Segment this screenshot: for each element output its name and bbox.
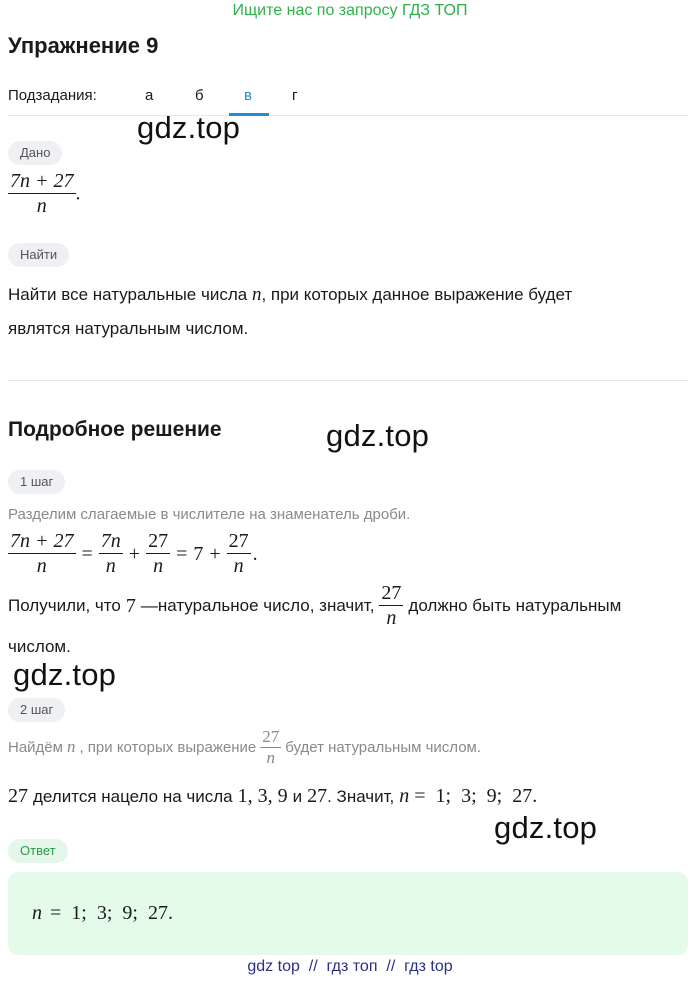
step2-text-2: . Значит, [327,787,395,806]
step2-hint-after: будет натуральным числом. [285,738,482,756]
step2-fraction-den: n [266,747,275,767]
subtasks-label: Подзадания: [8,87,97,104]
eq-fraction-4-den: n [233,555,244,577]
tab-a[interactable]: а [145,87,154,104]
given-denominator: n [36,195,47,217]
watermark: gdz.top [326,418,430,453]
solution-heading: Подробное решение [8,418,222,441]
top-banner[interactable]: Ищите нас по запросу ГДЗ ТОП [232,2,468,19]
answer-badge: Ответ [8,839,68,863]
watermark: gdz.top [137,110,241,145]
eq-equals-1: = [81,542,93,565]
eq-fraction-3-den: n [153,555,164,577]
answer-box [8,872,688,955]
step2-line [8,785,537,808]
step2-hint [8,727,481,768]
step2-number-27b: 27 [307,785,328,807]
tab-g[interactable]: г [292,87,298,104]
eq-fraction-3-num: 27 [148,530,169,552]
watermark: gdz.top [494,810,598,845]
answer-value [32,902,173,925]
given-numerator: 7n + 27 [10,170,74,192]
step2-hint-var: n [66,737,76,757]
step2-var: n [399,785,410,807]
find-text-line2: являтся натуральным числом. [8,319,249,338]
concl-text-mid: —натуральное число, значит, [140,596,375,615]
concl-text-after: должно быть натуральным [408,596,622,615]
eq-fraction-2-num: 7n [100,530,121,552]
step2-number-27: 27 [8,785,28,807]
concl-fraction-den: n [386,607,397,629]
step1-equation [8,530,258,578]
find-badge: Найти [8,243,69,267]
given-period: . [75,182,81,205]
concl-number: 7 [125,594,136,617]
answer-result: = 1; 3; 9; 27. [50,902,173,924]
step2-hint-mid: , при которых выражение [79,738,257,756]
eq-seven: 7 [193,542,204,565]
eq-fraction-1-num: 7n + 27 [10,530,74,552]
step2-badge: 2 шаг [8,698,65,722]
tab-v[interactable]: в [244,87,252,104]
step1-badge: 1 шаг [8,470,65,494]
find-var: n [251,284,262,305]
section-divider [8,380,688,381]
page-title: Упражнение 9 [8,33,159,58]
eq-plus-1: + [128,542,141,565]
given-expression [8,170,81,218]
eq-fraction-1-den: n [36,555,47,577]
eq-fraction-4-num: 27 [228,530,249,552]
eq-fraction-2-den: n [105,555,116,577]
step2-result: = 1; 3; 9; 27. [414,785,538,807]
answer-var: n [32,902,42,924]
concl-fraction-num: 27 [381,582,402,604]
watermark: gdz.top [13,657,117,692]
find-text-before: Найти все натуральные числа [8,285,248,304]
step2-fraction-num: 27 [262,727,280,746]
eq-period: . [252,542,258,565]
step2-hint-before: Найдём [8,738,63,756]
step1-conclusion [8,582,621,630]
step1-hint: Разделим слагаемые в числителе на знаменатель дроби. [8,506,411,523]
footer-links[interactable]: gdz top // гдз топ // гдз top [247,958,453,975]
given-badge: Дано [8,141,62,165]
tab-b[interactable]: б [195,87,204,104]
step1-conclusion-line2: числом. [8,637,71,656]
eq-plus-2: + [209,542,221,565]
find-text-after: , при которых данное выражение будет [261,285,573,304]
step2-and: и [292,787,303,806]
step2-text-1: делится нацело на числа [33,787,233,806]
step2-divisors: 1, 3, 9 [237,785,288,807]
tabs-divider [8,115,688,116]
eq-equals-2: = [176,542,188,565]
find-text [8,284,572,306]
concl-text-before: Получили, что [8,596,121,615]
